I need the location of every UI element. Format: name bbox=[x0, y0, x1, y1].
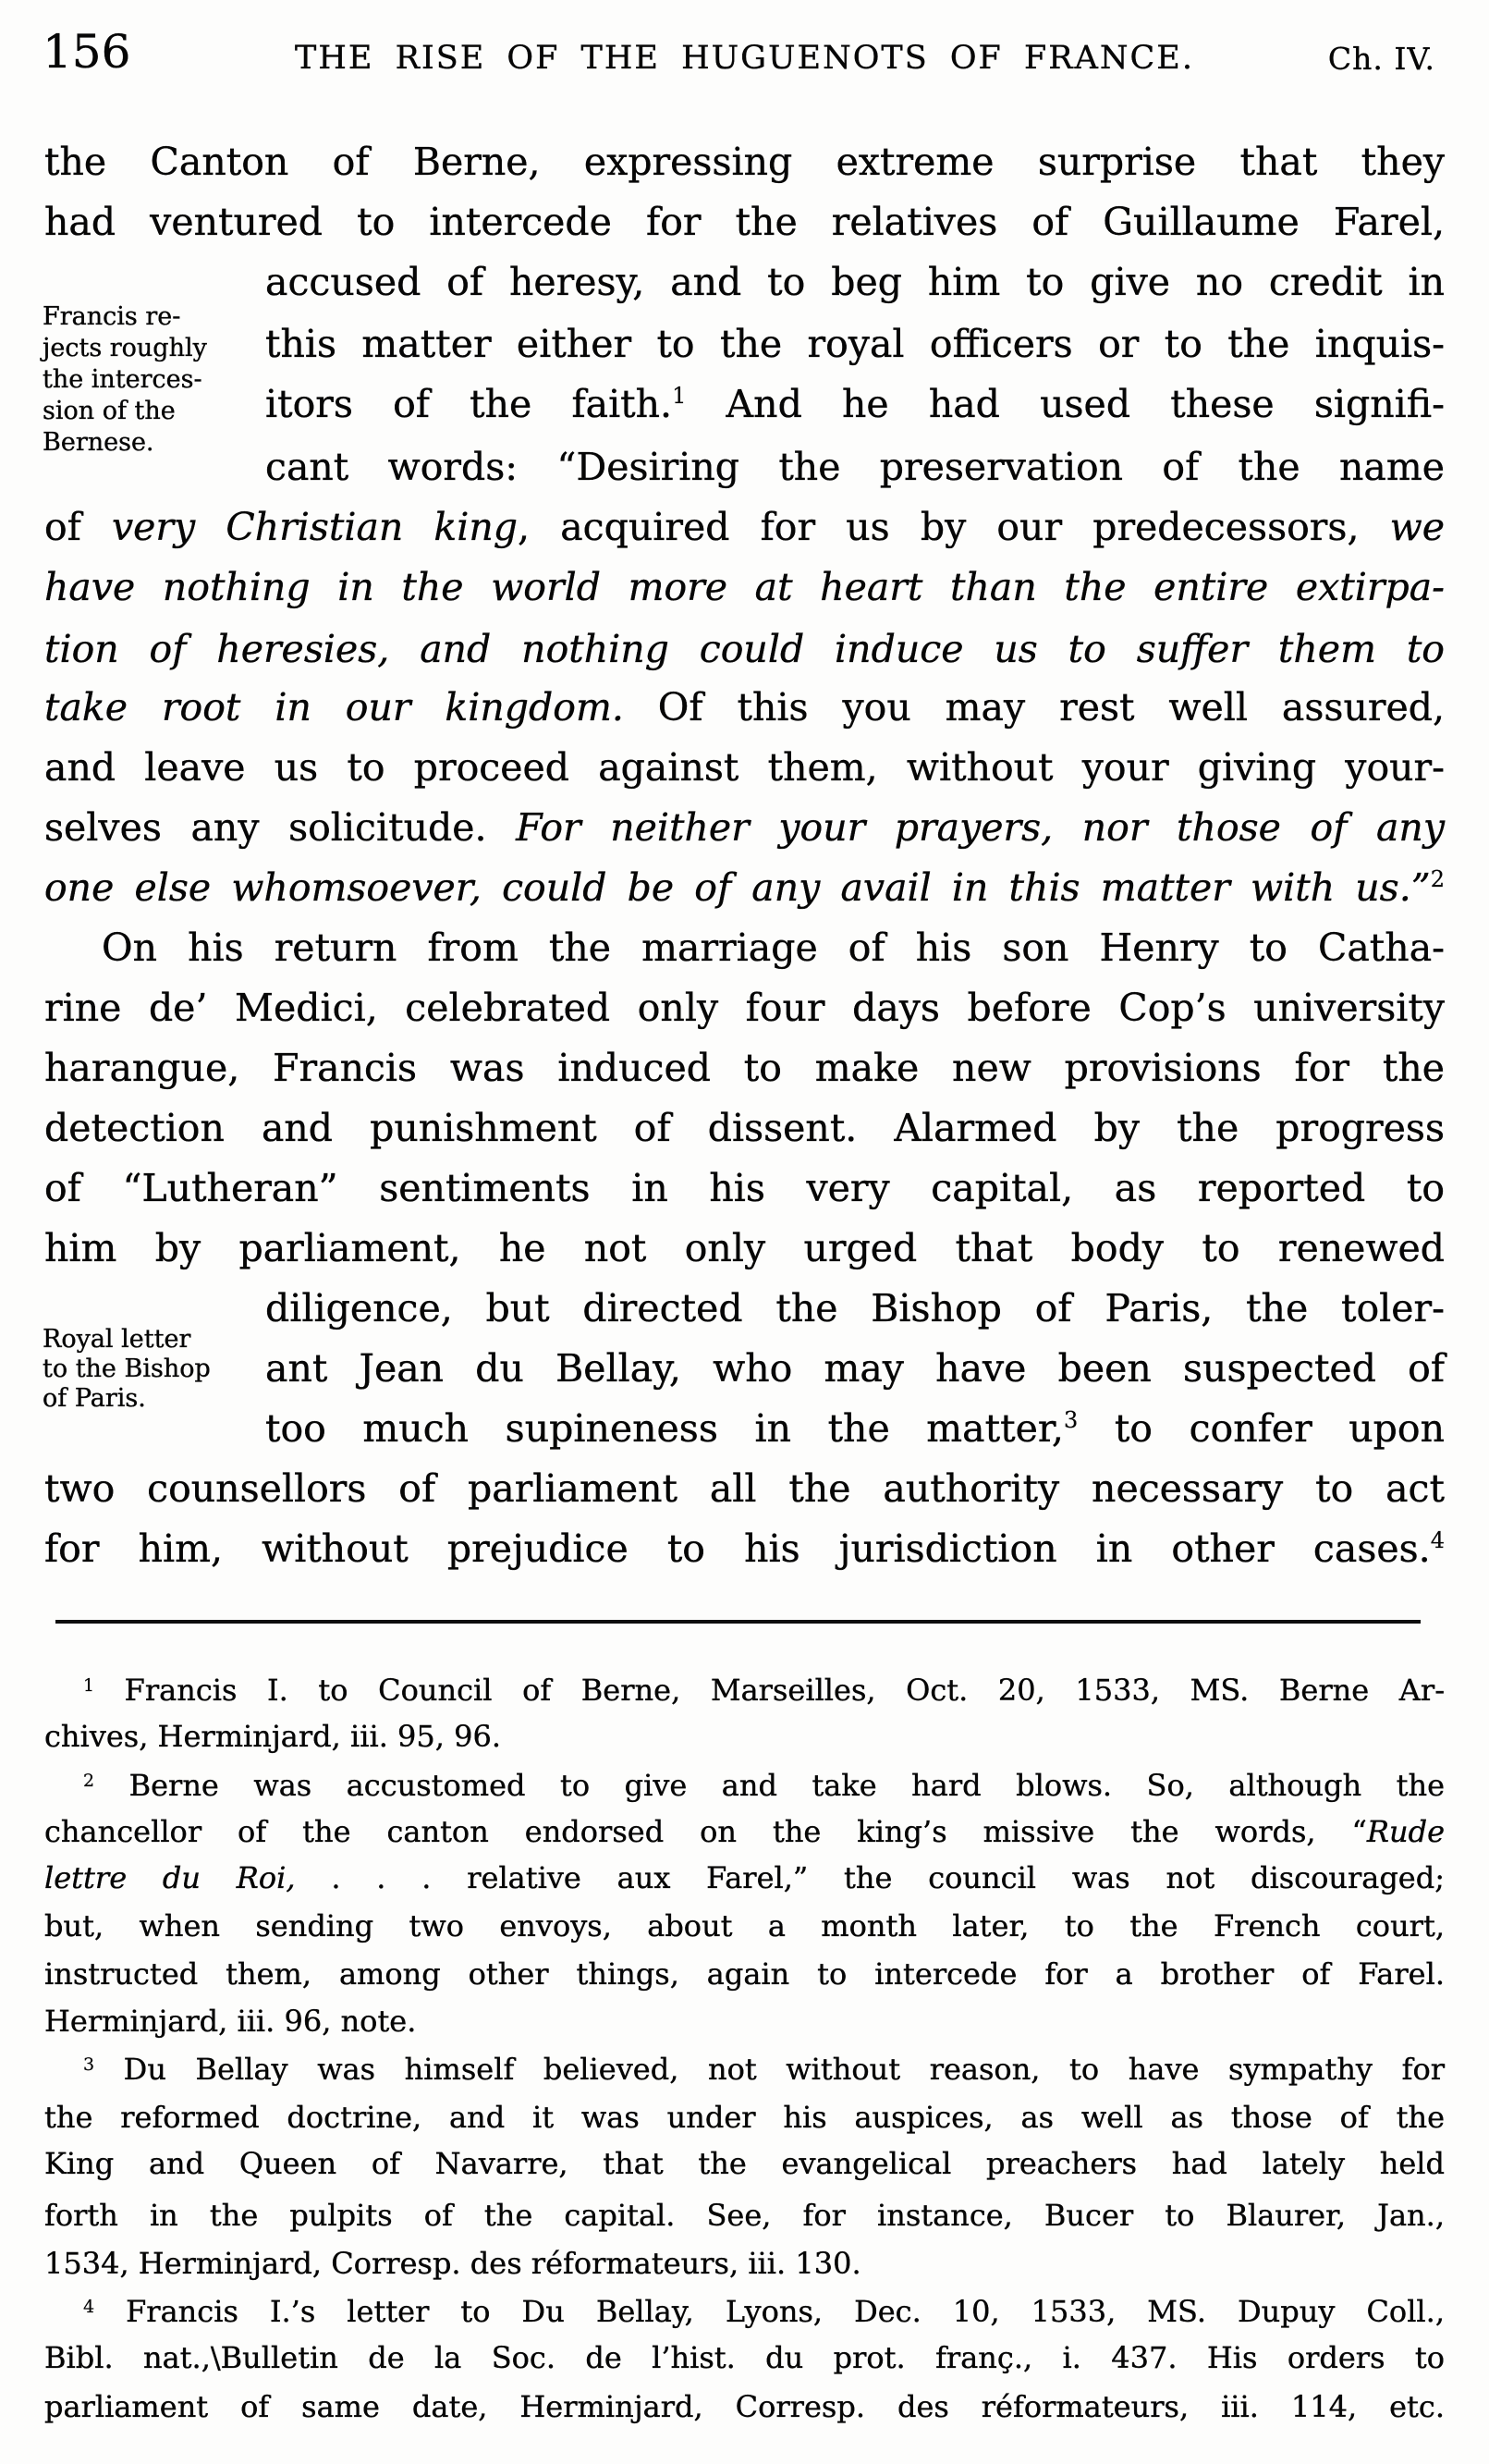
footnote-line: $^3$ Du Bellay was himself believed, not without reason, to have sympathy for bbox=[83, 2052, 1445, 2087]
footnote-number-3: 3 bbox=[83, 2054, 95, 2075]
footnote-marker-4: 4 bbox=[1430, 1527, 1445, 1553]
footnote-number-2: 2 bbox=[83, 1771, 95, 1791]
margin-note-francis-rejects bbox=[43, 301, 262, 459]
body-line: have nothing in the world more at heart than the entire extirpa- bbox=[44, 565, 1445, 609]
footnote-line: the reformed doctrine, and it was under his auspices, as well as those of the bbox=[44, 2100, 1445, 2135]
body-line: itors of the faith.$^1$ And he had used these signifi- bbox=[265, 382, 1445, 426]
body-line: tion of heresies, and nothing could induce us to suffer them to bbox=[44, 627, 1445, 671]
body-line: him by parliament, he not only urged that body to renewed bbox=[44, 1226, 1445, 1270]
footnote-divider-rule bbox=[55, 1620, 1421, 1624]
footnote-line: forth in the pulpits of the capital. See, for instance, Bucer to Blaurer, Jan., bbox=[44, 2198, 1445, 2233]
margin-note-line: sion of the bbox=[43, 397, 176, 425]
body-line: of very Christian king, acquired for us by our predecessors, we bbox=[44, 505, 1445, 549]
footnote-line: Bibl. nat.,\Bulletin de la Soc. de l’hist. du prot. franç., i. 437. His orders to bbox=[44, 2340, 1445, 2375]
footnote-line: $^4$ Francis I.’s letter to Du Bellay, Lyons, Dec. 10, 1533, MS. Dupuy Coll., bbox=[83, 2294, 1445, 2329]
body-line: take root in our kingdom. Of this you may rest well assured, bbox=[44, 685, 1446, 729]
page-number: 156 bbox=[43, 25, 131, 79]
chapter-heading: Ch. IV. bbox=[1327, 41, 1435, 77]
body-line: rine de’ Medici, celebrated only four days before Cop’s university bbox=[44, 986, 1445, 1030]
footnote-number-4: 4 bbox=[83, 2297, 95, 2317]
footnote-line: Herminjard, iii. 96, note. bbox=[44, 2004, 417, 2039]
margin-note-line: to the Bishop bbox=[43, 1355, 211, 1383]
footnote-line: parliament of same date, Herminjard, Corresp. des réformateurs, iii. 114, etc. bbox=[44, 2389, 1445, 2424]
footnote-line: chives, Herminjard, iii. 95, 96. bbox=[44, 1719, 501, 1754]
footnote-marker-3: 3 bbox=[1063, 1407, 1079, 1433]
running-title: THE RISE OF THE HUGUENOTS OF FRANCE. bbox=[295, 40, 1194, 77]
body-line: On his return from the marriage of his son Henry to Catha- bbox=[102, 926, 1445, 970]
footnote-line: King and Queen of Navarre, that the evangelical preachers had lately held bbox=[44, 2146, 1445, 2181]
body-line: the Canton of Berne, expressing extreme surprise that they bbox=[44, 140, 1445, 184]
margin-note-line: Francis re- bbox=[43, 302, 181, 331]
body-line: for him, without prejudice to his jurisdiction in other cases.$^4$ bbox=[44, 1526, 1445, 1571]
body-line: two counsellors of parliament all the authority necessary to act bbox=[44, 1466, 1445, 1511]
footnote-marker-1: 1 bbox=[672, 383, 687, 409]
footnote-line: $^2$ Berne was accustomed to give and take hard blows. So, although the bbox=[83, 1768, 1445, 1803]
margin-note-royal-letter bbox=[43, 1325, 262, 1414]
footnote-line: but, when sending two envoys, about a month later, to the French court, bbox=[44, 1908, 1445, 1943]
body-line: cant words: “Desiring the preservation of the name bbox=[265, 445, 1445, 489]
body-line: this matter either to the royal officers or to the inquis- bbox=[265, 322, 1445, 366]
body-line: detection and punishment of dissent. Alarmed by the progress bbox=[44, 1106, 1445, 1150]
margin-note-line: jects roughly bbox=[43, 334, 207, 362]
body-line: selves any solicitude. For neither your prayers, nor those of any bbox=[44, 805, 1445, 850]
footnote-line: lettre du Roi, . . . relative aux Farel,” the council was not discouraged; bbox=[44, 1860, 1446, 1895]
body-line: had ventured to intercede for the relatives of Guillaume Farel, bbox=[44, 200, 1445, 244]
body-line: accused of heresy, and to beg him to give no credit in bbox=[265, 260, 1445, 304]
footnote-marker-2: 2 bbox=[1430, 866, 1445, 892]
footnote-line: $^1$ Francis I. to Council of Berne, Marseilles, Oct. 20, 1533, MS. Berne Ar- bbox=[83, 1673, 1445, 1708]
margin-note-line: Royal letter bbox=[43, 1325, 191, 1354]
body-line: ant Jean du Bellay, who may have been suspected of bbox=[265, 1346, 1445, 1391]
margin-note-line: the interces- bbox=[43, 365, 202, 394]
body-line: of “Lutheran” sentiments in his very capital, as reported to bbox=[44, 1166, 1445, 1210]
margin-note-line: of Paris. bbox=[43, 1384, 146, 1413]
body-line: one else whomsoever, could be of any avail in this matter with us.”$^2$ bbox=[44, 865, 1445, 910]
body-line: harangue, Francis was induced to make new provisions for the bbox=[44, 1046, 1445, 1090]
body-line: diligence, but directed the Bishop of Paris, the toler- bbox=[265, 1286, 1445, 1330]
footnote-number-1: 1 bbox=[83, 1675, 95, 1696]
footnote-line: 1534, Herminjard, Corresp. des réformateurs, iii. 130. bbox=[44, 2246, 861, 2281]
footnote-line: instructed them, among other things, again to intercede for a brother of Farel. bbox=[44, 1956, 1445, 1992]
footnote-line: chancellor of the canton endorsed on the king’s missive the words, “Rude bbox=[44, 1814, 1445, 1849]
margin-note-line: Bernese. bbox=[43, 428, 154, 457]
body-line: and leave us to proceed against them, without your giving your- bbox=[44, 745, 1445, 790]
body-line: too much supineness in the matter,$^3$ to confer upon bbox=[265, 1406, 1445, 1451]
